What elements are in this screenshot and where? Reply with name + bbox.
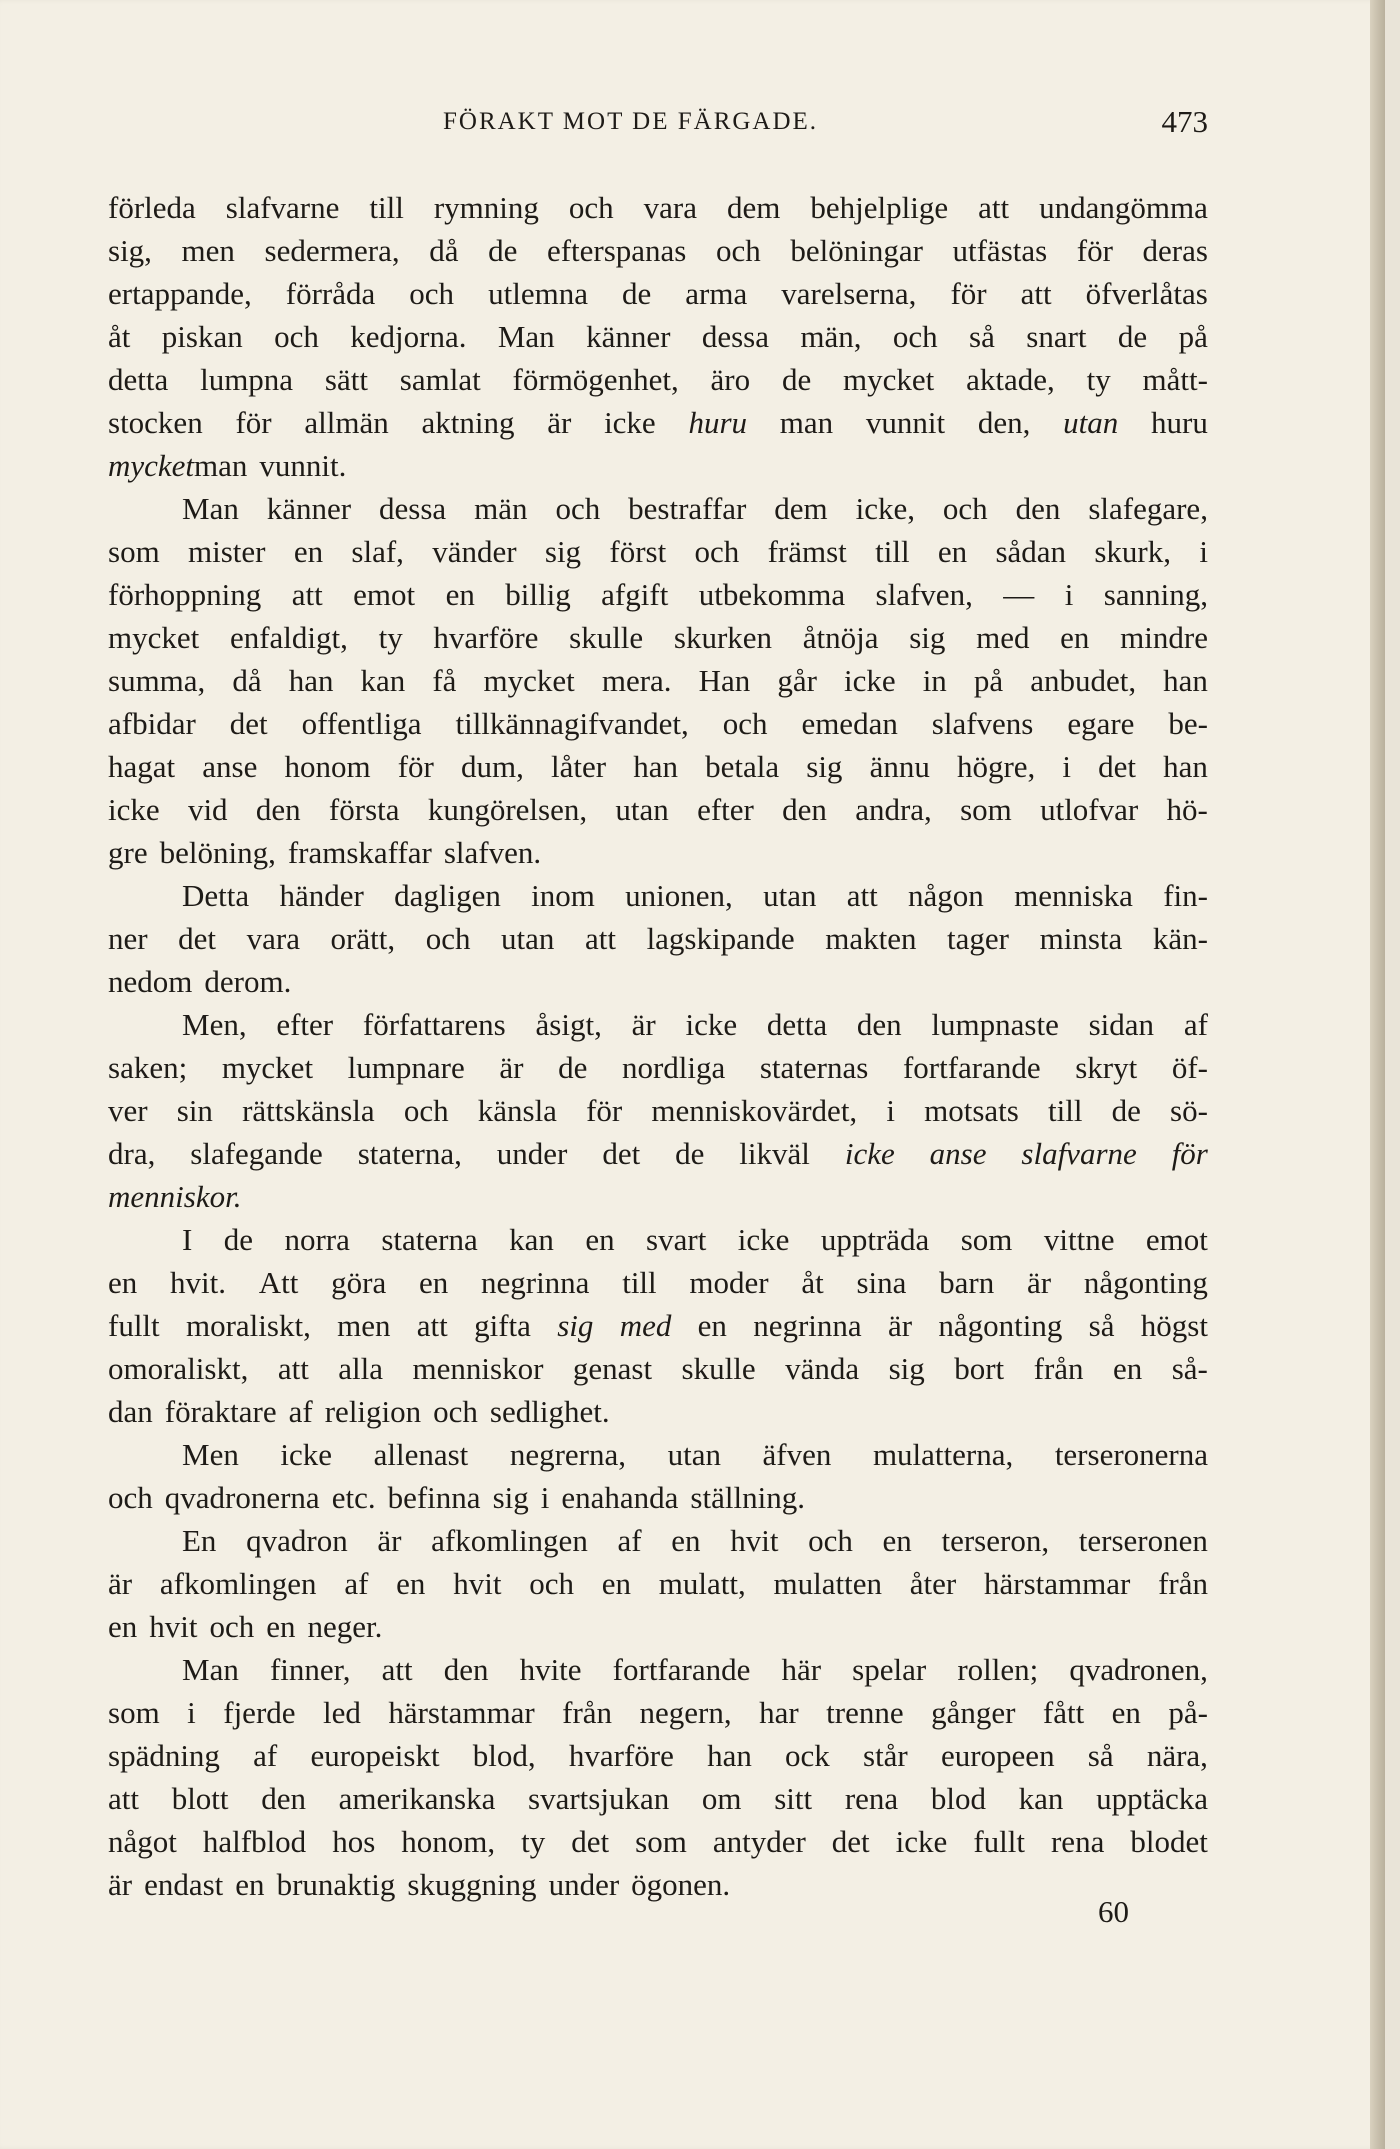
- text-line: mycket enfaldigt, ty hvarföre skulle skurken åtnöja sig med en mindre: [108, 620, 1208, 655]
- body-text: [108, 186, 1208, 1906]
- text-line: som i fjerde led härstammar från negern, har trenne gånger fått en på-: [108, 1695, 1208, 1730]
- text-line: förleda slafvarne till rymning och vara dem behjelplige att undangömma: [108, 190, 1208, 225]
- paragraph: [108, 186, 1208, 487]
- text-line: Men icke allenast negrerna, utan äfven mulatterna, terseronerna: [182, 1437, 1208, 1472]
- text-line: och qvadronerna etc. befinna sig i enahanda ställning.: [108, 1480, 805, 1515]
- text-line: mycket man vunnit.: [108, 448, 347, 483]
- text-line: är afkomlingen af en hvit och en mulatt, mulatten åter härstammar från: [108, 1566, 1208, 1601]
- text-line: är endast en brunaktig skuggning under ögonen.: [108, 1867, 731, 1902]
- text-line: nedom derom.: [108, 964, 292, 999]
- page-number: 473: [1161, 104, 1208, 139]
- text-line: fullt moraliskt, men att gifta sig med en negrinna är någonting så högst: [108, 1308, 1208, 1343]
- paragraph: [108, 1648, 1208, 1906]
- text-line: något halfblod hos honom, ty det som antyder det icke fullt rena blodet: [108, 1824, 1208, 1859]
- paragraph: [108, 1519, 1208, 1648]
- text-line: som mister en slaf, vänder sig först och främst till en sådan skurk, i: [108, 534, 1208, 569]
- text-line: menniskor.: [108, 1179, 242, 1214]
- text-line: dra, slafegande staterna, under det de likväl icke anse slafvarne för: [108, 1136, 1208, 1171]
- text-line: gre belöning, framskaffar slafven.: [108, 835, 542, 870]
- text-line: icke vid den första kungörelsen, utan efter den andra, som utlofvar hö-: [108, 792, 1208, 827]
- text-line: åt piskan och kedjorna. Man känner dessa män, och så snart de på: [108, 319, 1208, 354]
- paragraph: [108, 1218, 1208, 1433]
- text-line: stocken för allmän aktning är icke huru man vunnit den, utan huru: [108, 405, 1208, 440]
- running-head: FÖRAKT MOT DE FÄRGADE.: [443, 108, 819, 135]
- text-line: En qvadron är afkomlingen af en hvit och en terseron, terseronen: [182, 1523, 1208, 1558]
- text-line: saken; mycket lumpnare är de nordliga staternas fortfarande skryt öf-: [108, 1050, 1208, 1085]
- text-line: ner det vara orätt, och utan att lagskipande makten tager minsta kän-: [108, 921, 1208, 956]
- text-line: en hvit. Att göra en negrinna till moder åt sina barn är någonting: [108, 1265, 1208, 1300]
- paragraph: [108, 1003, 1208, 1218]
- paragraph: [108, 487, 1208, 874]
- text-line: summa, då han kan få mycket mera. Han går icke in på anbudet, han: [108, 663, 1208, 698]
- text-line: en hvit och en neger.: [108, 1609, 383, 1644]
- text-line: Man känner dessa män och bestraffar dem icke, och den slafegare,: [182, 491, 1208, 526]
- text-line: afbidar det offentliga tillkännagifvandet, och emedan slafvens egare be-: [108, 706, 1208, 741]
- text-line: Detta händer dagligen inom unionen, utan att någon menniska fin-: [182, 878, 1208, 913]
- text-line: hagat anse honom för dum, låter han betala sig ännu högre, i det han: [108, 749, 1208, 784]
- paragraph: [108, 874, 1208, 1003]
- text-line: ertappande, förråda och utlemna de arma varelserna, för att öfverlåtas: [108, 276, 1208, 311]
- text-line: I de norra staterna kan en svart icke uppträda som vittne emot: [182, 1222, 1208, 1257]
- text-line: spädning af europeiskt blod, hvarföre han ock står europeen så nära,: [108, 1738, 1208, 1773]
- text-line: dan föraktare af religion och sedlighet.: [108, 1394, 610, 1429]
- printer-signature: 60: [1098, 1894, 1129, 1929]
- text-line: Man finner, att den hvite fortfarande här spelar rollen; qvadronen,: [182, 1652, 1208, 1687]
- text-line: detta lumpna sätt samlat förmögenhet, äro de mycket aktade, ty mått-: [108, 362, 1208, 397]
- text-line: sig, men sedermera, då de efterspanas och belöningar utfästas för deras: [108, 233, 1208, 268]
- paragraph: [108, 1433, 1208, 1519]
- text-line: Men, efter författarens åsigt, är icke detta den lumpnaste sidan af: [182, 1007, 1208, 1042]
- text-line: ver sin rättskänsla och känsla för menniskovärdet, i motsats till de sö-: [108, 1093, 1208, 1128]
- page-header: [108, 104, 1208, 144]
- page-edge: [1370, 0, 1385, 2149]
- text-line: att blott den amerikanska svartsjukan om sitt rena blod kan upptäcka: [108, 1781, 1208, 1816]
- text-line: förhoppning att emot en billig afgift utbekomma slafven, — i sanning,: [108, 577, 1208, 612]
- text-line: omoraliskt, att alla menniskor genast skulle vända sig bort från en så-: [108, 1351, 1208, 1386]
